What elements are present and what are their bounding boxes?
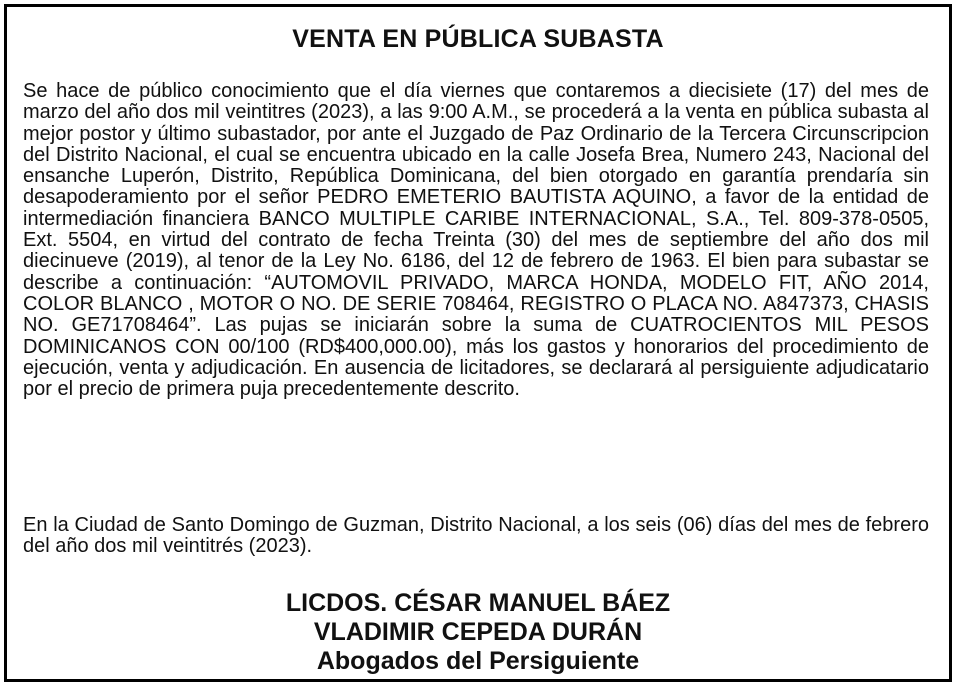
signature-lawyer-2: VLADIMIR CEPEDA DURÁN [313, 618, 643, 646]
signature-role: Abogados del Persiguiente [316, 647, 640, 675]
notice-title: VENTA EN PÚBLICA SUBASTA [292, 25, 664, 53]
notice-body-paragraph: Se hace de público conocimiento que el día viernes que contaremos a diecisiete (17) del mes de marzo del año dos mil veintitres (2023), a las 9:00 A.M., se procederá a la venta en pública subasta al mejor postor y último subastador, por ante el Juzgado de Paz Ordinario de la Tercera Circunscripcion del Distrito Nacional, el cual se encuentra ubicado en la calle Josefa Brea, Numero 243, Nacional del ensanche Luperón, Distrito, República Dominicana, del bien otorgado en garantía prendaría sin desapoderamiento por el señor PEDRO EMETERIO BAUTISTA AQUINO, a favor de la entidad de intermediación financiera BANCO MULTIPLE CARIBE INTERNACIONAL, S.A., Tel. 809-378-0505, Ext. 5504, en virtud del contrato de fecha Treinta (30) del mes de septiembre del año dos mil diecinueve (2019), al tenor de la Ley No. 6186, del 12 de febrero de 1963. El bien para subastar se describe a continuación: “AUTOMOVIL PRIVADO, MARCA HONDA, MODELO FIT, AÑO 2014, COLOR BLANCO , MOTOR O NO. DE SERIE 708464, REGISTRO O PLACA NO. A847373, CHASIS NO. GE71708464”. Las pujas se iniciarán sobre la suma de CUATROCIENTOS MIL PESOS DOMINICANOS CON 00/100 (RD$400,000.00), más los gastos y honorarios del procedimiento de ejecución, venta y adjudicación. En ausencia de licitadores, se declarará al persiguiente adjudicatario por el precio de primera puja precedentemente descrito. [23, 80, 929, 401]
signature-lawyer-1: LICDOS. CÉSAR MANUEL BÁEZ [285, 589, 671, 617]
notice-date-paragraph: En la Ciudad de Santo Domingo de Guzman, Distrito Nacional, a los seis (06) días del mes de febrero del año dos mil veintitrés (2023). [23, 514, 929, 557]
signature-block [7, 589, 949, 676]
legal-notice [4, 4, 952, 682]
